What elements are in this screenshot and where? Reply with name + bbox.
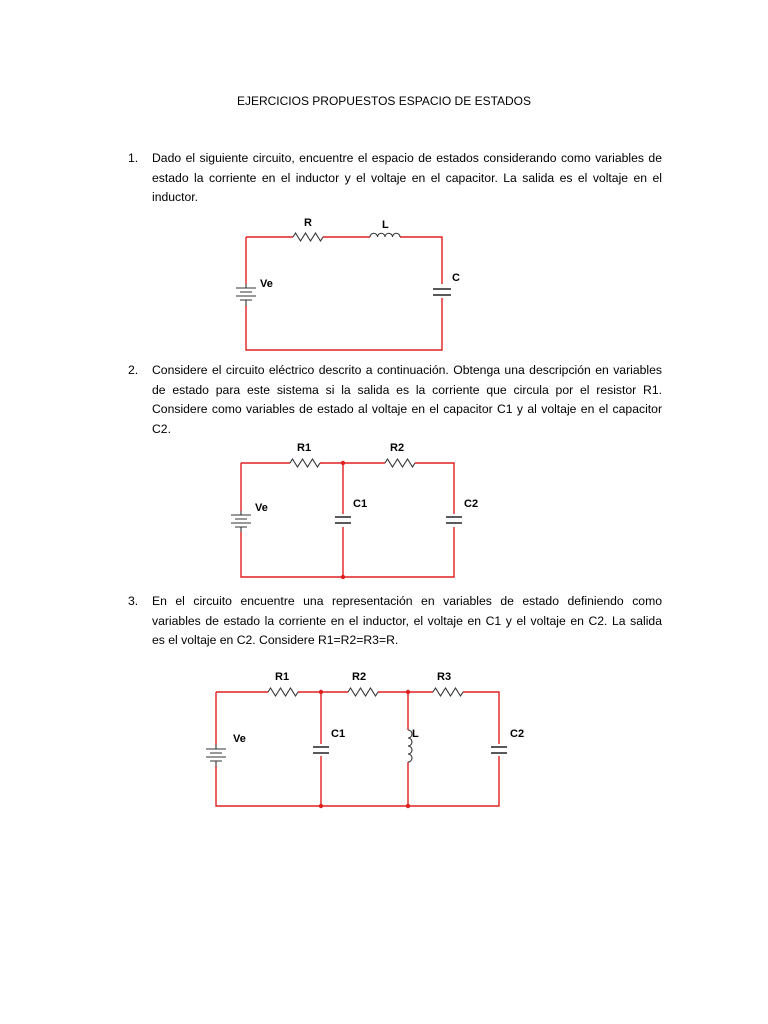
- inductor-l-label: L: [412, 728, 419, 740]
- exercise-2-line: C2.: [152, 421, 171, 436]
- exercise-2-line: Considere el circuito eléctrico descrito a continuación. Obtenga una descripción en variables: [152, 363, 662, 377]
- source-ve-label: Ve: [260, 278, 273, 290]
- inductor-l-label: L: [382, 219, 389, 231]
- resistor-r1-symbol: [268, 688, 298, 696]
- junction-node: [319, 804, 323, 808]
- junction-node: [406, 804, 410, 808]
- capacitor-c1-label: C1: [353, 498, 368, 510]
- source-ve-label: Ve: [233, 733, 246, 745]
- resistor-r2-label: R2: [352, 671, 367, 683]
- resistor-r-label: R: [304, 217, 312, 229]
- exercise-3-line: variables de estado la corriente en el inductor, el voltaje en C1 y el voltaje en C2. La salida: [152, 613, 662, 628]
- resistor-r1-label: R1: [275, 671, 290, 683]
- exercise-1-line: estado la corriente en el inductor y el voltaje en el capacitor. La salida es el voltaje en el: [152, 170, 662, 185]
- capacitor-c-label: C: [452, 272, 460, 284]
- exercise-3-line: En el circuito encuentre una representación en variables de estado definiendo como: [152, 594, 662, 608]
- junction-node: [406, 690, 410, 694]
- resistor-r2-label: R2: [390, 442, 405, 454]
- capacitor-c2-symbol: [491, 747, 507, 753]
- battery-ve-symbol: [206, 745, 226, 766]
- exercise-2-line: de estado para este sistema si la salida es la corriente que circula por el resistor R1.: [152, 382, 662, 397]
- capacitor-c1-symbol: [313, 747, 329, 753]
- page-title: EJERCICIOS PROPUESTOS ESPACIO DE ESTADOS: [236, 94, 532, 108]
- junction-node: [319, 690, 323, 694]
- exercise-2-line: Considere como variables de estado al voltaje en el capacitor C1 y al voltaje en el capacitor: [152, 402, 662, 416]
- source-ve-label: Ve: [255, 502, 268, 514]
- exercise-1-line: inductor.: [152, 190, 199, 204]
- capacitor-c2-label: C2: [464, 498, 479, 510]
- capacitor-c1-label: C1: [331, 728, 346, 740]
- circuit-3-wire: [216, 692, 499, 806]
- exercise-1-number: 1.: [128, 151, 139, 165]
- capacitor-c2-label: C2: [510, 728, 525, 740]
- exercise-1-line: Dado el siguiente circuito, encuentre el espacio de estados considerando como variables de: [152, 151, 662, 165]
- resistor-r2-symbol: [348, 688, 378, 696]
- exercise-3-number: 3.: [128, 594, 139, 608]
- resistor-r1-label: R1: [297, 442, 312, 454]
- exercise-2-number: 2.: [128, 363, 139, 377]
- resistor-r3-symbol: [433, 688, 463, 696]
- exercise-3-line: es el voltaje en C2. Considere R1=R2=R3=R.: [152, 633, 399, 647]
- resistor-r3-label: R3: [437, 671, 452, 683]
